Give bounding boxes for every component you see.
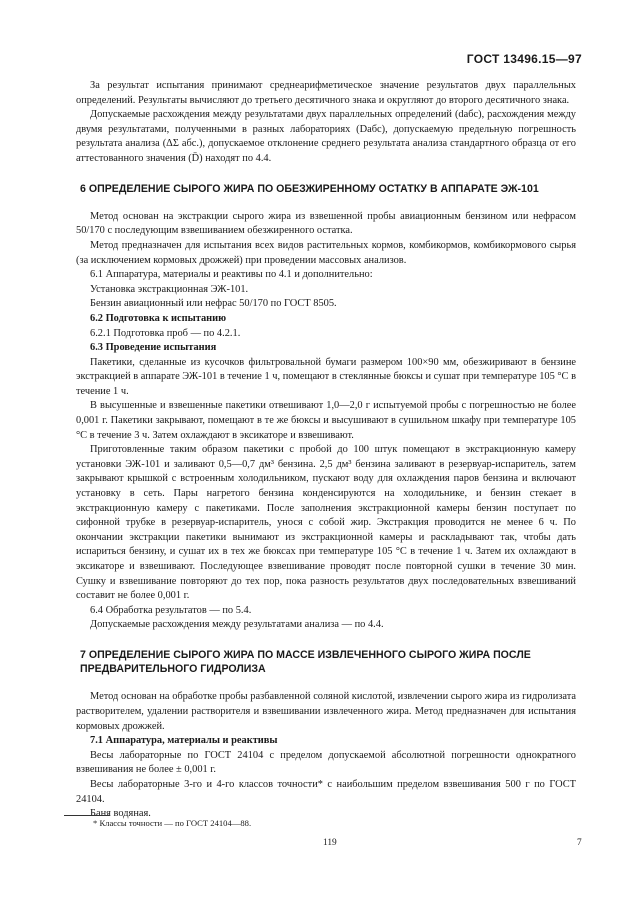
item-gasoline: Бензин авиационный или нефрас 50/170 по ГОСТ 8505. <box>90 298 337 310</box>
item-extraction-unit: Установка экстракционная ЭЖ-101. <box>90 283 249 295</box>
page-number: 119 <box>323 838 337 848</box>
clause-6-4: 6.4 Обработка результатов — по 5.4. <box>90 604 252 616</box>
clause-6-3-heading: 6.3 Проведение испытания <box>90 342 217 354</box>
item-water-bath: Баня водяная. <box>90 808 151 820</box>
paragraph-method-basis: Метод основан на экстракции сырого жира из взвешенной пробы авиационным бензином или нефрасом 50/170 с последующим взвешиванием обезжиренного остатка. <box>76 210 576 237</box>
paragraph-extraction-procedure: Приготовленные таким образом пакетики с пробой до 100 штук помещают в экстракционную камеру установки ЭЖ-101 и заливают 0,5—0,7 дм³ бензина. 2,5 дм³ бензина заливают в резервуар-испаритель, затем закрывают крышкой с встроенным холодильником, пускают воду для охлаждения паров бензина и включают установку в сеть. Пары нагретого бензина конденсируются на холодильнике, и бензин стекает в экстракционную камеру с пакетиками. После заполнения экстракционной камеры бензин поступает по сифонной трубке в резервуар-испаритель, унося с собой жир. Экстракция проводится не менее 6 ч. По окончании экстракции пакетики вынимают из экстракционной камеры и раскладывают так, чтобы дать испариться бензину, и сушат их в тех же бюксах при температуре 105 °С в течение 1 ч. Затем их охлаждают в эксикаторе и взвешивают. Последующее взвешивание проводят после повторной сушки в течение 30 мин. Сушку и взвешивание повторяют до тех пор, пока разность результатов двух последовательных взвешиваний составит не более 0,001 г. <box>76 444 576 602</box>
sheet-number: 7 <box>577 838 582 848</box>
paragraph-hydrolysis-method: Метод основан на обработке пробы разбавленной соляной кислотой, извлечении сырого жира из гидролизата растворителем, удалении растворителя и взвешивании извлеченного жира. Метод предназначен для испытания кормовых дрожжей. <box>76 691 576 732</box>
footnote: * Классы точности — по ГОСТ 24104—88. <box>93 818 252 828</box>
document-body <box>76 79 576 822</box>
clause-6-1: 6.1 Аппаратура, материалы и реактивы по 4.1 и дополнительно: <box>90 269 373 281</box>
section-6-heading: 6 ОПРЕДЕЛЕНИЕ СЫРОГО ЖИРА ПО ОБЕЗЖИРЕННОМУ ОСТАТКУ В АППАРАТЕ ЭЖ-101 <box>80 182 539 195</box>
clause-6-2-heading: 6.2 Подготовка к испытанию <box>90 312 227 324</box>
paragraph-packets-prep: Пакетики, сделанные из кусочков фильтровальной бумаги размером 100×90 мм, обезжиривают в бензине экстракцией в аппарате ЭЖ-101 в течение 1 ч, помещают в стеклянные бюксы и сушат при температуре 105 °С в течение 1 ч. <box>76 356 576 397</box>
clause-7-1-heading: 7.1 Аппаратура, материалы и реактивы <box>90 735 278 747</box>
paragraph-allowed-deviation: Допускаемые расхождения между результатами анализа — по 4.4. <box>90 619 384 631</box>
paragraph-tolerances: Допускаемые расхождения между результатами двух параллельных определений (dабс), расхождения между двумя результатами, полученными в разных лабораториях (Dабс), допускаемую предельную погрешность результата анализа (ΔΣ абс.), допускаемое отклонение среднего результата анализа стандартного образца от его аттестованного значения (D̄) находят по 4.4. <box>76 109 576 164</box>
clause-6-2-1: 6.2.1 Подготовка проб — по 4.2.1. <box>90 327 241 339</box>
item-balance-class: Весы лабораторные 3-го и 4-го классов точности* с наибольшим пределом взвешивания 500 г по ГОСТ 24104. <box>76 778 576 805</box>
paragraph-weighing: В высушенные и взвешенные пакетики отвешивают 1,0—2,0 г испытуемой пробы с погрешностью не более 0,001 г. Пакетики закрывают, помещают в те же бюксы и высушивают в сушильном шкафу при температуре 105 °С в течение 3 ч. Затем охлаждают в эксикаторе и взвешивают. <box>76 400 576 441</box>
paragraph-method-purpose: Метод предназначен для испытания всех видов растительных кормов, комбикормов, комбикормового сырья (за исключением кормовых дрожжей) при проведении массовых анализов. <box>76 239 576 266</box>
document-code: ГОСТ 13496.15—97 <box>466 52 582 66</box>
paragraph-result-averaging: За результат испытания принимают среднеарифметическое значение результатов двух параллельных определений. Результаты вычисляют до третьего десятичного знака и округляют до второго десятичного знака. <box>76 80 576 106</box>
section-7-heading: 7 ОПРЕДЕЛЕНИЕ СЫРОГО ЖИРА ПО МАССЕ ИЗВЛЕЧЕННОГО СЫРОГО ЖИРА ПОСЛЕ ПРЕДВАРИТЕЛЬНОГО ГИДРОЛИЗА <box>80 648 531 676</box>
footnote-separator <box>64 815 110 816</box>
item-balance-precision: Весы лабораторные по ГОСТ 24104 с пределом допускаемой абсолютной погрешности однократного взвешивания не более ± 0,001 г. <box>76 749 576 776</box>
